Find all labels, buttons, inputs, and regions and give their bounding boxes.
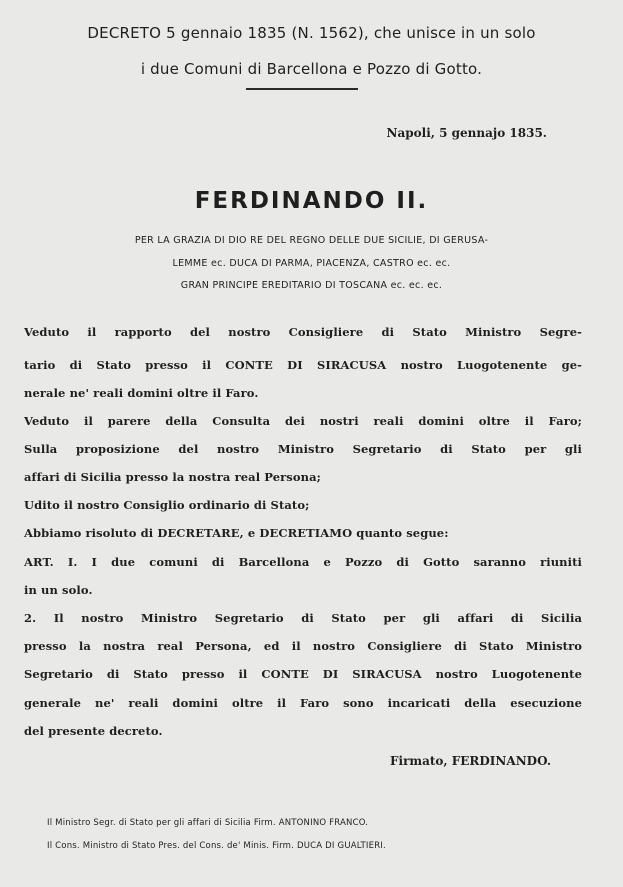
royal-style-line-3: GRAN PRINCIPE EREDITARIO DI TOSCANA ec. ec. ec. — [180, 280, 443, 291]
title-divider — [246, 88, 358, 90]
body-line: Veduto il parere della Consulta dei nostri reali domini oltre il Faro; — [24, 414, 582, 428]
countersignature-line-2: Il Cons. Ministro di Stato Pres. del Cons. de' Minis. Firm. DUCA DI GUALTIERI. — [47, 841, 386, 851]
body-line: generale ne' reali domini oltre il Faro sono incaricati della esecuzione — [24, 696, 582, 710]
body-line: presso la nostra real Persona, ed il nostro Consigliere di Stato Ministro — [24, 639, 582, 653]
royal-style-line-1: PER LA GRAZIA DI DIO RE DEL REGNO DELLE DUE SICILIE, DI GERUSA- — [134, 235, 489, 246]
body-line: del presente decreto. — [24, 724, 163, 738]
body-line: Sulla proposizione del nostro Ministro Segretario di Stato per gli — [24, 442, 582, 456]
royal-style-line-2: LEMME ec. DUCA DI PARMA, PIACENZA, CASTRO ec. ec. — [172, 258, 451, 269]
body-line: in un solo. — [24, 583, 93, 597]
body-line: Segretario di Stato presso il CONTE DI SIRACUSA nostro Luogotenente — [24, 667, 582, 681]
body-line: Abbiamo risoluto di DECRETARE, e DECRETIAMO quanto segue: — [24, 526, 449, 540]
body-line: Veduto il rapporto del nostro Consigliere di Stato Ministro Segre- — [24, 325, 582, 339]
dateline: Napoli, 5 gennajo 1835. — [386, 126, 547, 140]
body-line: Udito il nostro Consiglio ordinario di Stato; — [24, 498, 310, 512]
body-line: 2. Il nostro Ministro Segretario di Stato per gli affari di Sicilia — [24, 611, 582, 625]
countersignature-line-1: Il Ministro Segr. di Stato per gli affari di Sicilia Firm. ANTONINO FRANCO. — [47, 818, 369, 828]
body-line: ART. I. I due comuni di Barcellona e Pozzo di Gotto saranno riuniti — [24, 555, 582, 569]
decree-title-line-1: DECRETO 5 gennaio 1835 (N. 1562), che unisce in un solo — [87, 24, 536, 42]
signature: Firmato, FERDINANDO. — [389, 754, 551, 768]
decree-title-line-2: i due Comuni di Barcellona e Pozzo di Gotto. — [140, 60, 483, 78]
body-line: nerale ne' reali domini oltre il Faro. — [24, 386, 259, 400]
sovereign-name: FERDINANDO II. — [194, 188, 429, 214]
body-line: affari di Sicilia presso la nostra real Persona; — [24, 470, 321, 484]
body-line: tario di Stato presso il CONTE DI SIRACUSA nostro Luogotenente ge- — [24, 358, 582, 372]
